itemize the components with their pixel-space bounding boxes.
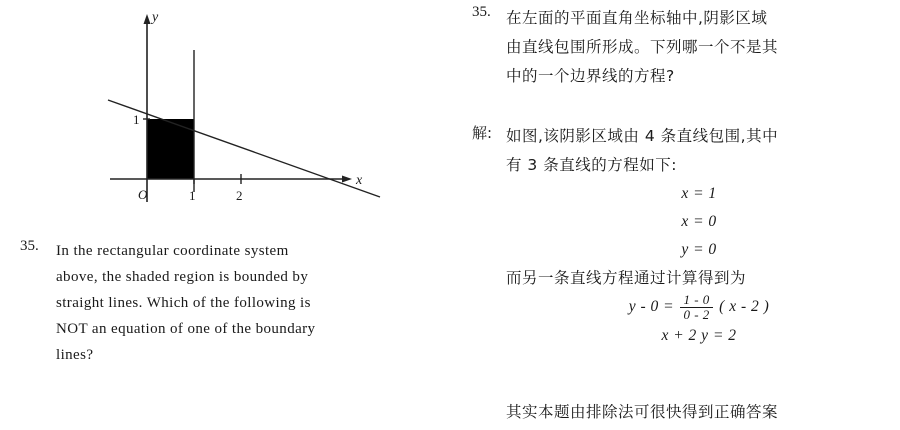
x-axis-label: x	[356, 173, 363, 188]
question-en-line-1: In the rectangular coordinate system	[56, 243, 289, 259]
question-english-body	[56, 238, 430, 368]
question-chinese-body	[506, 4, 892, 91]
equation-y-equals-0: y = 0	[681, 241, 717, 258]
y-tick-label-1: 1	[133, 112, 140, 127]
solution-line-2: 有 3 条直线的方程如下:	[506, 156, 677, 174]
derivation-lhs: y - 0 =	[628, 298, 675, 315]
question-zh-line-2: 由直线包围所形成。下列哪一个不是其	[506, 38, 779, 56]
solution-line-1: 如图,该阴影区域由 4 条直线包围,其中	[506, 127, 779, 145]
question-zh-line-3: 中的一个边界线的方程?	[506, 67, 675, 85]
question-chinese	[472, 4, 892, 91]
origin-label: O	[138, 187, 148, 202]
question-en-line-2: above, the shaded region is bounded by	[56, 269, 309, 285]
x-tick-label-2: 2	[236, 188, 243, 203]
fraction-denominator: 0 - 2	[683, 306, 710, 322]
derivation-rhs: ( x - 2 )	[719, 298, 770, 315]
solution-body	[506, 122, 892, 350]
question-zh-line-1: 在左面的平面直角坐标轴中,阴影区域	[506, 9, 768, 27]
question-number-zh: 35.	[472, 4, 491, 20]
equation-x-equals-1: x = 1	[681, 185, 717, 202]
y-axis-label: y	[152, 10, 159, 25]
derivation-line	[506, 293, 892, 322]
solution-chinese	[472, 122, 892, 350]
question-english	[20, 238, 430, 368]
fraction-numerator: 1 - 0	[683, 292, 710, 308]
question-en-line-4: NOT an equation of one of the boundary	[56, 321, 316, 337]
x-tick-label-1: 1	[189, 188, 196, 203]
x-axis-arrow	[342, 176, 352, 183]
solution-closing-text: 其实本题由排除法可很快得到正确答案	[506, 403, 779, 421]
derivation-fraction	[680, 293, 712, 321]
equation-x-equals-0: x = 0	[681, 213, 717, 230]
y-axis-arrow	[144, 14, 151, 24]
right-column	[452, 0, 900, 430]
question-number-en: 35.	[20, 238, 39, 254]
solution-middle-text: 而另一条直线方程通过计算得到为	[506, 269, 747, 287]
question-en-line-5: lines?	[56, 347, 94, 363]
solution-label: 解:	[472, 124, 493, 142]
coordinate-figure	[90, 6, 390, 206]
final-equation: x + 2 y = 2	[661, 326, 737, 344]
coordinate-graph	[90, 6, 390, 206]
question-en-line-3: straight lines. Which of the following is	[56, 295, 311, 311]
